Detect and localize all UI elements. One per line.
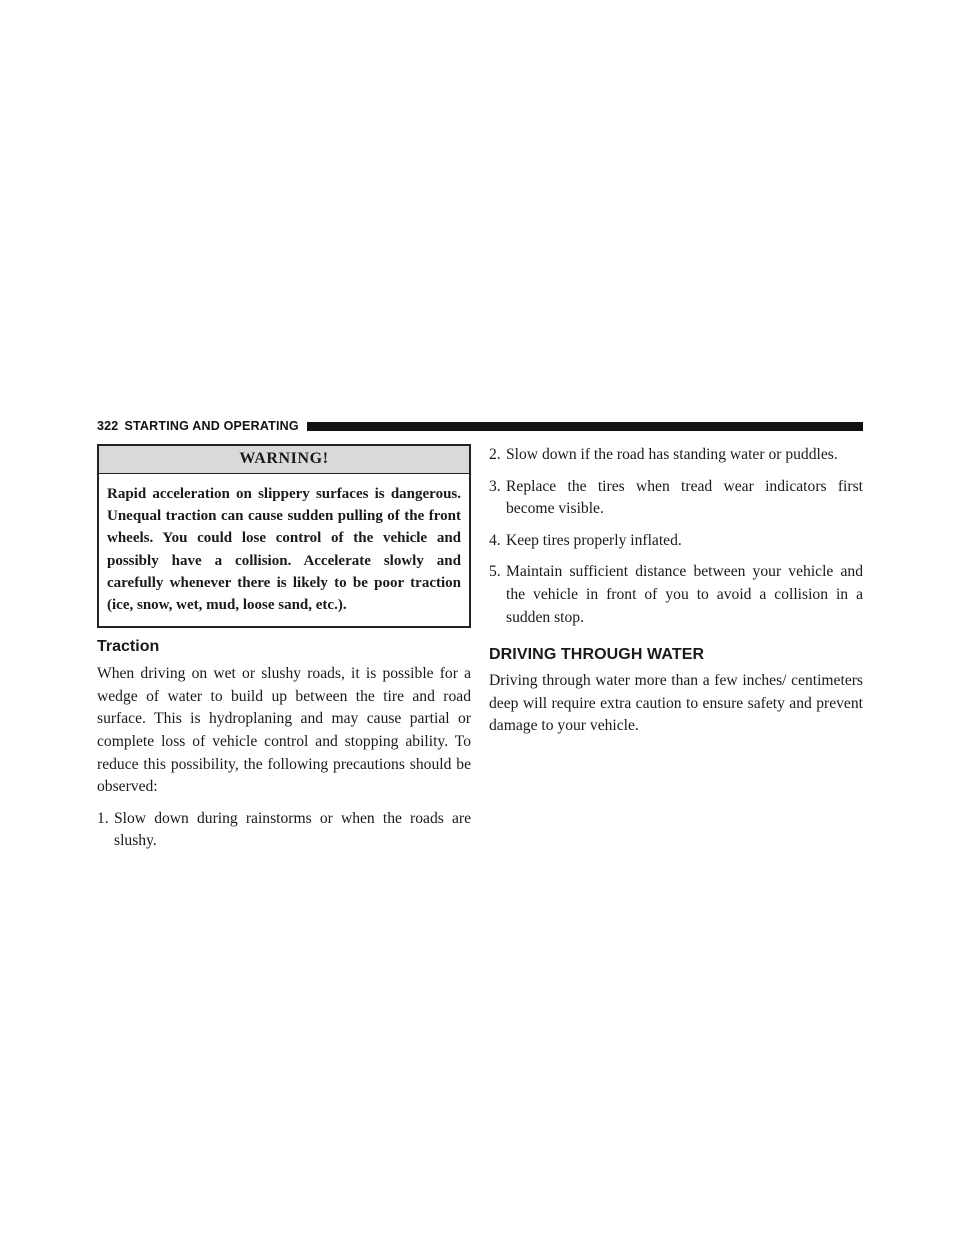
traction-heading: Traction — [97, 638, 160, 656]
page-number: 322 — [97, 419, 119, 433]
precautions-list-part-2 — [489, 444, 863, 629]
list-item-text: Maintain sufficient distance between your vehicle and the vehicle in front of you to avoid a collision in a sudden stop. — [506, 563, 863, 626]
list-item-number: 2. — [489, 446, 501, 463]
right-column — [489, 444, 863, 747]
precautions-list-part-1 — [97, 808, 471, 853]
list-item — [489, 444, 863, 467]
warning-text: Rapid acceleration on slippery surfaces is dangerous. Unequal traction can cause sudden pulling of the front wheels. You could lose control of the vehicle and possibly have a collision. Accelerate slowly and carefully whenever there is likely to be poor traction (ice, snow, wet, mud, loose sand, etc.). — [107, 486, 461, 614]
list-item — [489, 530, 863, 553]
warning-title: WARNING! — [99, 446, 469, 474]
left-column — [97, 444, 471, 862]
list-item-text: Keep tires properly inflated. — [506, 531, 682, 549]
list-item — [97, 808, 471, 853]
list-item-number: 5. — [489, 563, 501, 581]
driving-through-water-heading: DRIVING THROUGH WATER — [489, 646, 705, 664]
driving-through-water-text: Driving through water more than a few inches/ centimeters deep will require extra caution to ensure safety and prevent damage to your vehicle. — [489, 672, 863, 735]
traction-intro: When driving on wet or slushy roads, it is possible for a wedge of water to build up between the tire and road surface. This is hydroplaning and may cause partial or complete loss of vehicle control and stopping ability. To reduce this possibility, the following precautions should be observed: — [97, 665, 471, 796]
list-item-number: 4. — [489, 531, 501, 549]
header-rule — [307, 422, 863, 431]
list-item — [489, 561, 863, 629]
list-item-number: 1. — [97, 809, 109, 827]
list-item-text: Replace the tires when tread wear indicators first become visible. — [506, 477, 863, 518]
list-item — [489, 476, 863, 521]
list-item-number: 3. — [489, 477, 501, 495]
section-name: STARTING AND OPERATING — [124, 419, 299, 433]
running-header — [97, 418, 863, 434]
list-item-text: Slow down during rainstorms or when the roads are slushy. — [114, 809, 471, 850]
warning-box — [97, 444, 471, 628]
list-item-text: Slow down if the road has standing water or puddles. — [506, 446, 838, 463]
